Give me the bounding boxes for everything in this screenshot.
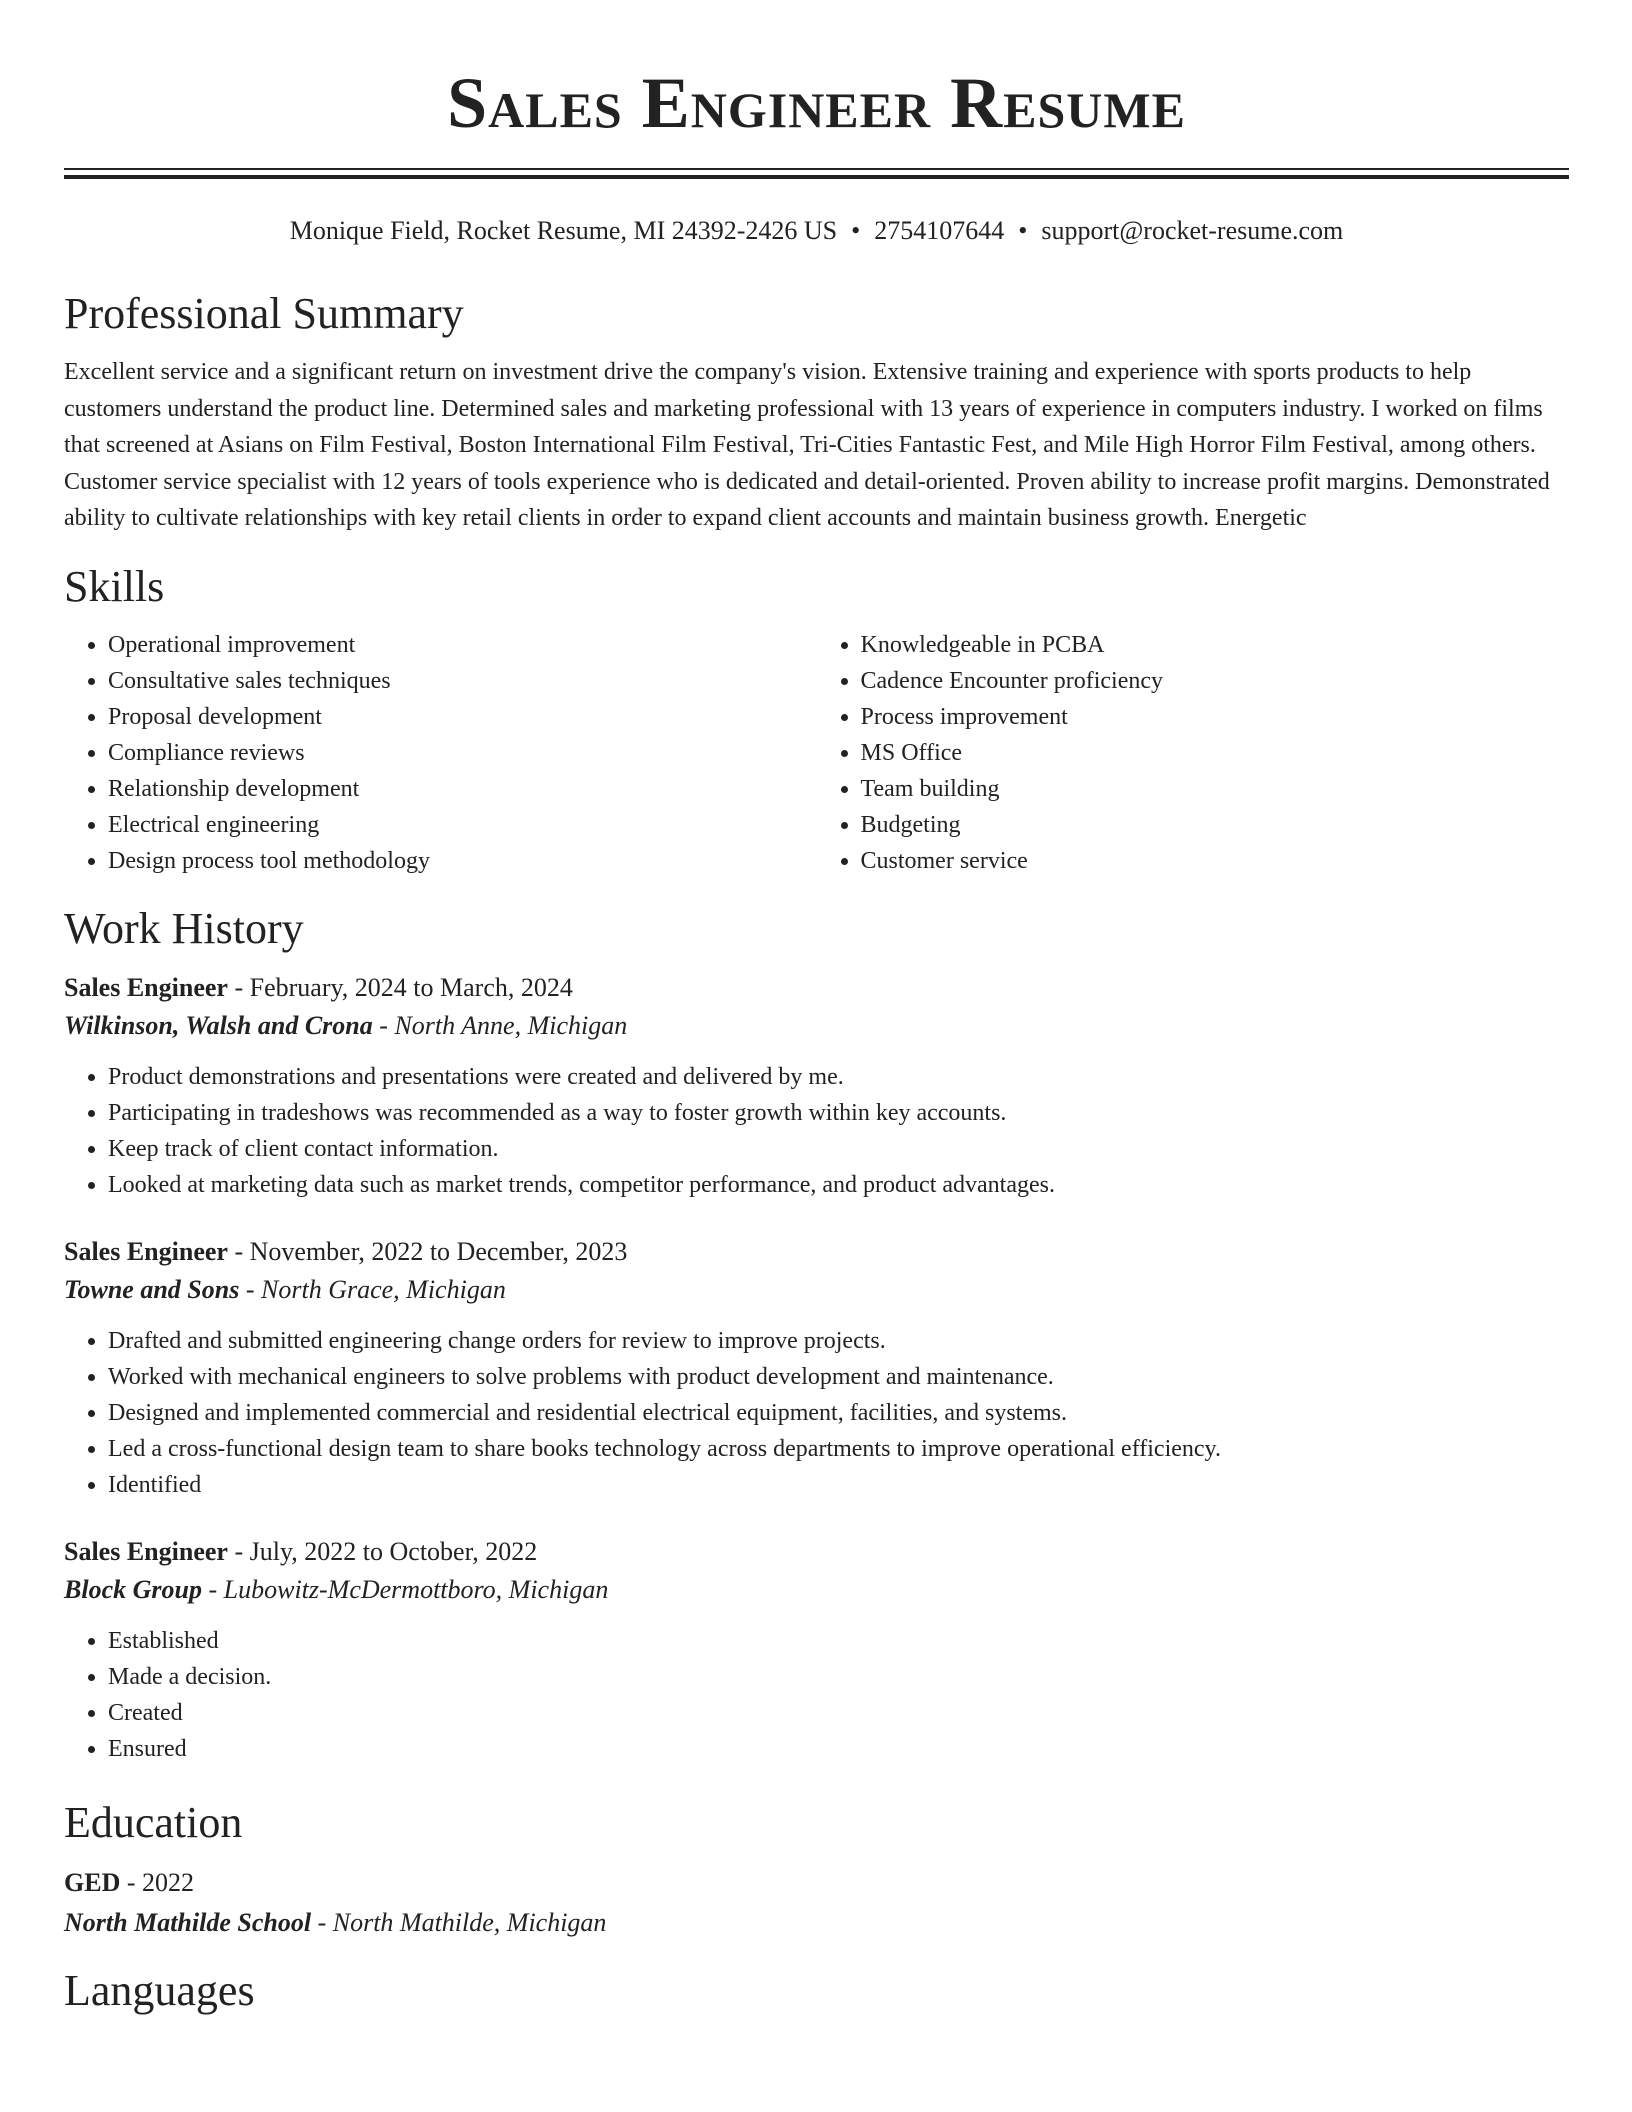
dash: - <box>227 972 250 1002</box>
job-company: Block Group <box>64 1574 202 1604</box>
education-header <box>64 1863 1569 1903</box>
job-bullet: • Worked with mechanical engineers to solve problems with product development and maintenance. <box>108 1359 1569 1395</box>
education-school: North Mathilde School <box>64 1907 312 1937</box>
job-title: Sales Engineer <box>64 972 228 1002</box>
job-company: Wilkinson, Walsh and Crona <box>64 1010 373 1040</box>
job-title: Sales Engineer <box>64 1536 228 1566</box>
job-company-line <box>64 1571 1569 1609</box>
job-bullet: • Keep track of client contact information. <box>108 1131 1569 1167</box>
skills-list-left <box>64 627 817 879</box>
contact-separator: • <box>1018 216 1028 245</box>
job-bullet: • Drafted and submitted engineering change orders for review to improve projects. <box>108 1323 1569 1359</box>
dash: - <box>239 1274 262 1304</box>
education-degree: GED <box>64 1867 121 1897</box>
title-divider-thick <box>64 175 1569 179</box>
skills-grid <box>64 627 1569 879</box>
skill-item: • Team building <box>861 771 1570 807</box>
education-year: 2022 <box>142 1867 195 1897</box>
summary-section <box>64 288 1569 537</box>
job-location: North Anne, Michigan <box>394 1010 628 1040</box>
job-location: Lubowitz-McDermottboro, Michigan <box>223 1574 609 1604</box>
dash: - <box>227 1236 250 1266</box>
job-company-line <box>64 1007 1569 1045</box>
skill-item: • MS Office <box>861 735 1570 771</box>
job-dates: July, 2022 to October, 2022 <box>249 1536 538 1566</box>
skill-item: • Electrical engineering <box>108 807 817 843</box>
summary-text: Excellent service and a significant return on investment drive the company's vision. Extensive training and experience with sports products to help customers understand the product line. Determined sales and marketing professional with 13 years of experience in computers industry. I worked on films that screened at Asians on Film Festival, Boston International Film Festival, Tri-Cities Fantastic Fest, and Mile High Horror Film Festival, among others. Customer service specialist with 12 years of tools experience who is dedicated and detail-oriented. Proven ability to increase profit margins. Demonstrated ability to cultivate relationships with key retail clients in order to expand client accounts and maintain business growth. Energetic <box>64 359 1550 531</box>
section-heading-languages: Languages <box>64 1965 255 2015</box>
job-bullet: • Participating in tradeshows was recommended as a way to foster growth within key accounts. <box>108 1095 1569 1131</box>
skill-item: • Process improvement <box>861 699 1570 735</box>
title-divider-thin <box>64 168 1569 170</box>
job-bullet: • Designed and implemented commercial and residential electrical equipment, facilities, and systems. <box>108 1395 1569 1431</box>
job-company: Towne and Sons <box>64 1274 240 1304</box>
languages-section <box>64 1965 1569 2017</box>
skill-item: • Design process tool methodology <box>108 843 817 879</box>
job-dates: November, 2022 to December, 2023 <box>249 1236 628 1266</box>
job-location: North Grace, Michigan <box>261 1274 506 1304</box>
section-heading-skills: Skills <box>64 561 165 611</box>
job-bullet: • Product demonstrations and presentations were created and delivered by me. <box>108 1059 1569 1095</box>
contact-separator: • <box>851 216 861 245</box>
job-entry <box>64 1233 1569 1503</box>
skill-item: • Operational improvement <box>108 627 817 663</box>
page-title: Sales Engineer Resume <box>447 63 1186 143</box>
job-company-line <box>64 1271 1569 1309</box>
skill-item: • Compliance reviews <box>108 735 817 771</box>
dash: - <box>227 1536 250 1566</box>
job-header <box>64 1233 1569 1271</box>
skill-item: • Knowledgeable in PCBA <box>861 627 1570 663</box>
section-heading-education: Education <box>64 1797 243 1847</box>
job-bullets <box>64 1323 1569 1503</box>
skill-item: • Consultative sales techniques <box>108 663 817 699</box>
education-section <box>64 1797 1569 1943</box>
job-bullet: • Ensured <box>108 1731 1569 1767</box>
job-bullet: • Identified <box>108 1467 1569 1503</box>
work-history-section <box>64 903 1569 1767</box>
job-title: Sales Engineer <box>64 1236 228 1266</box>
job-bullet: • Created <box>108 1695 1569 1731</box>
skill-item: • Relationship development <box>108 771 817 807</box>
skill-item: • Cadence Encounter proficiency <box>861 663 1570 699</box>
job-bullet: • Made a decision. <box>108 1659 1569 1695</box>
dash: - <box>311 1907 333 1937</box>
job-bullet: • Looked at marketing data such as market trends, competitor performance, and product advantages. <box>108 1167 1569 1203</box>
skill-item: • Customer service <box>861 843 1570 879</box>
job-dates: February, 2024 to March, 2024 <box>249 972 573 1002</box>
dash: - <box>201 1574 224 1604</box>
skills-list-right <box>817 627 1570 879</box>
contact-line <box>64 214 1569 248</box>
dash: - <box>120 1867 143 1897</box>
section-heading-work-history: Work History <box>64 903 304 953</box>
contact-email: support@rocket-resume.com <box>1041 216 1344 245</box>
education-school-line <box>64 1903 1569 1943</box>
section-heading-summary: Professional Summary <box>64 289 464 338</box>
job-bullets <box>64 1623 1569 1767</box>
job-bullets <box>64 1059 1569 1203</box>
resume-content <box>64 288 1569 2031</box>
education-location: North Mathilde, Michigan <box>332 1907 607 1937</box>
contact-phone: 2754107644 <box>874 216 1005 245</box>
job-entry <box>64 969 1569 1203</box>
job-header <box>64 1533 1569 1571</box>
dash: - <box>372 1010 395 1040</box>
skill-item: • Budgeting <box>861 807 1570 843</box>
job-bullet: • Led a cross-functional design team to share books technology across departments to improve operational efficiency. <box>108 1431 1569 1467</box>
job-entry <box>64 1533 1569 1767</box>
contact-address: Monique Field, Rocket Resume, MI 24392-2426 US <box>289 216 838 245</box>
skills-section <box>64 561 1569 879</box>
job-header <box>64 969 1569 1007</box>
job-bullet: • Established <box>108 1623 1569 1659</box>
skill-item: • Proposal development <box>108 699 817 735</box>
